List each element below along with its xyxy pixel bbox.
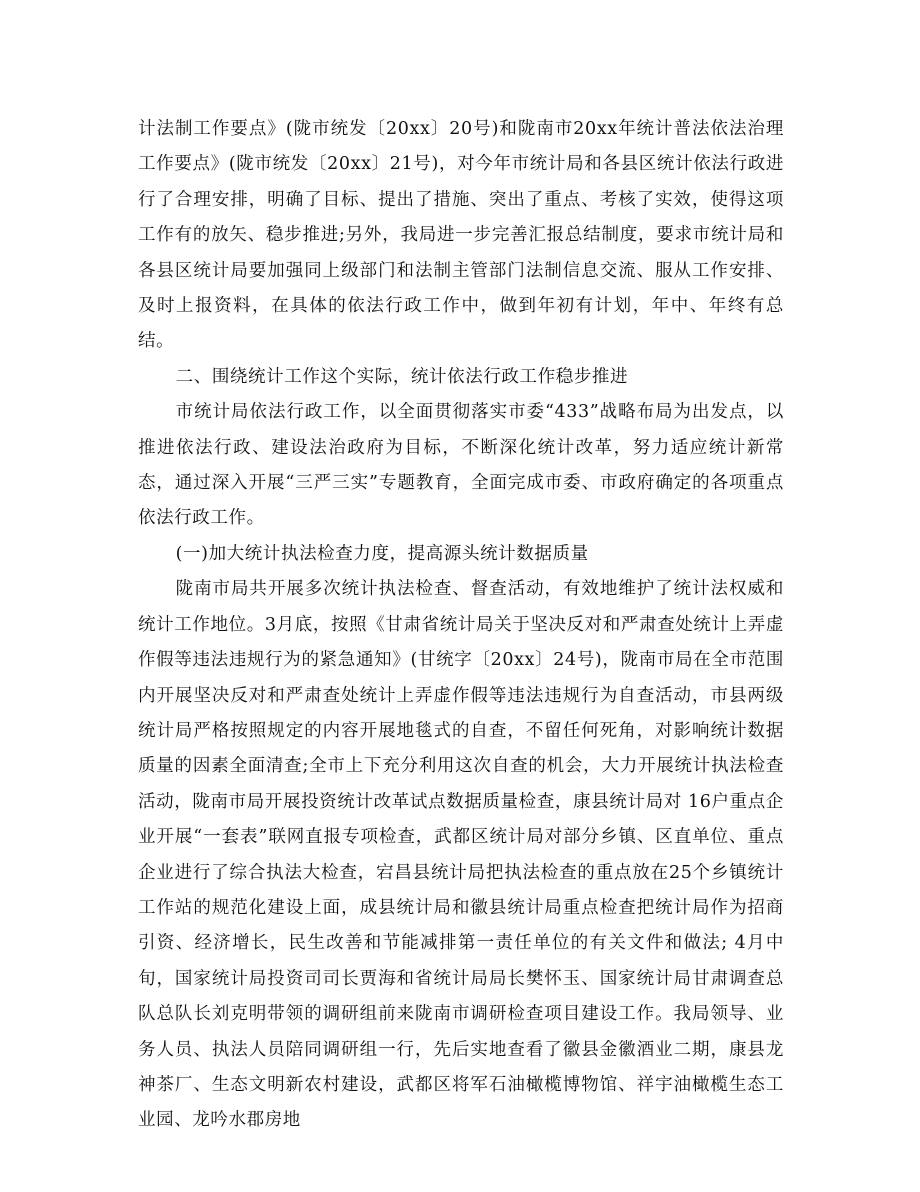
section-heading-2: 二、围绕统计工作这个实际，统计依法行政工作稳步推进 [175, 366, 629, 387]
document-body [138, 112, 784, 1139]
paragraph-1: 计法制工作要点》(陇市统发〔20xx〕20号)和陇南市20xx年统计普法依法治理工作要点》(陇市统发〔20xx〕21号)，对今年市统计局和各县区统计依法行政进行了合理安排，明确了目标、提出了措施、突出了重点、考核了实效，使得这项工作有的放矢、稳步推进;另外，我局进一步完善汇报总结制度，要求市统计局和各县区统计局要加强同上级部门和法制主管部门法制信息交流、服从工作安排、及时上报资料，在具体的依法行政工作中，做到年初有计划，年中、年终有总结。 [138, 119, 784, 352]
paragraph-3: 市统计局依法行政工作，以全面贯彻落实市委“433”战略布局为出发点，以推进依法行政、建设法治政府为目标，不断深化统计改革，努力适应统计新常态，通过深入开展“三严三实”专题教育，全面完成市委、市政府确定的各项重点依法行政工作。 [138, 402, 784, 529]
paragraph-5: 陇南市局共开展多次统计执法检查、督查活动，有效地维护了统计法权威和统计工作地位。3月底，按照《甘肃省统计局关于坚决反对和严肃查处统计上弄虚作假等违法违规行为的紧急通知》(甘统字〔20xx〕24号)，陇南市局在全市范围内开展坚决反对和严肃查处统计上弄虚作假等违法违规行为自查活动，市县两级统计局严格按照规定的内容开展地毯式的自查，不留任何死角，对影响统计数据质量的因素全面清查;全市上下充分利用这次自查的机会，大力开展统计执法检查活动，陇南市局开展投资统计改革试点数据质量检查，康县统计局对 16户重点企业开展“一套表”联网直报专项检查，武都区统计局对部分乡镇、区直单位、重点企业进行了综合执法大检查，宕昌县统计局把执法检查的重点放在25个乡镇统计工作站的规范化建设上面，成县统计局和徽县统计局重点检查把统计局作为招商引资、经济增长，民生改善和节能减排第一责任单位的有关文件和做法; 4月中旬，国家统计局投资司司长贾海和省统计局局长樊怀玉、国家统计局甘肃调查总队总队长刘克明带领的调研组前来陇南市调研检查项目建设工作。我局领导、业务人员、执法人员陪同调研组一行，先后实地查看了徽县金徽酒业二期，康县龙神茶厂、生态文明新农村建设，武都区将军石油橄榄博物馆、祥宇油橄榄生态工业园、龙吟水郡房地 [138, 579, 784, 1131]
subsection-heading-1: (一)加大统计执法检查力度，提高源头统计数据质量 [175, 543, 589, 564]
